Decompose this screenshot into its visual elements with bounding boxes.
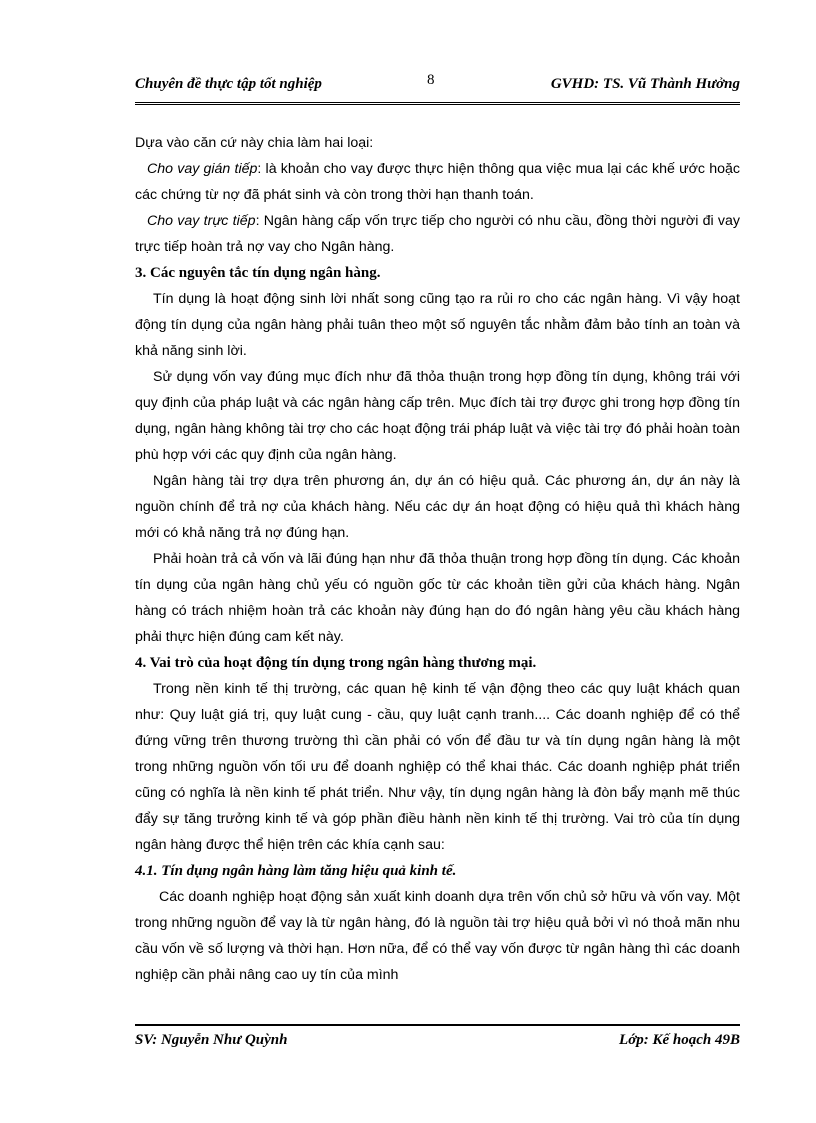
paragraph: Phải hoàn trả cả vốn và lãi đúng hạn như đã thỏa thuận trong hợp đồng tín dụng. Các khoản tín dụng của ngân hàng chủ yếu có nguồn gốc từ các khoản tiền gửi của khách hàng. Ngân hàng có trách nhiệm hoàn trả các khoản này đúng hạn do đó ngân hàng yêu cầu khách hàng phải thực hiện đúng cam kết này. [135, 551, 740, 645]
subsection-heading-4-1: 4.1. Tín dụng ngân hàng làm tăng hiệu quả kinh tế. [135, 863, 457, 879]
paragraph: Ngân hàng tài trợ dựa trên phương án, dự án có hiệu quả. Các phương án, dự án này là nguồn chính để trả nợ của khách hàng. Nếu các dự án hoạt động có hiệu quả thì khách hàng mới có khả năng trả nợ đúng hạn. [135, 473, 740, 541]
section-heading-4: 4. Vai trò của hoạt động tín dụng trong ngân hàng thương mại. [135, 655, 537, 671]
paragraph: Sử dụng vốn vay đúng mục đích như đã thỏa thuận trong hợp đồng tín dụng, không trái với quy định của pháp luật và các ngân hàng cấp trên. Mục đích tài trợ được ghi trong hợp đồng tín dụng, ngân hàng không tài trợ cho các hoạt động trái pháp luật và việc tài trợ đó phải hoàn toàn phù hợp với các quy định của ngân hàng. [135, 369, 740, 463]
section-heading-3: 3. Các nguyên tắc tín dụng ngân hàng. [135, 265, 381, 281]
header-title: Chuyên đề thực tập tốt nghiệp [135, 76, 322, 92]
header-advisor: GVHD: TS. Vũ Thành Hưởng [550, 76, 740, 92]
page-footer [135, 1024, 740, 1056]
footer-class: Lớp: Kế hoạch 49B [619, 1032, 740, 1048]
term-definition: : là khoản cho vay được thực hiện thông qua việc mua lại các khế ước hoặc các chứng từ nợ đã phát sinh và còn trong thời hạn thanh toán. [135, 161, 740, 203]
term-indirect-loan: Cho vay gián tiếp [147, 161, 258, 177]
term-definition: : Ngân hàng cấp vốn trực tiếp cho người có nhu cầu, đồng thời người đi vay trực tiếp hoàn trả nợ vay cho Ngân hàng. [135, 213, 741, 255]
term-direct-loan: Cho vay trực tiếp [147, 213, 256, 229]
paragraph: Các doanh nghiệp hoạt động sản xuất kinh doanh dựa trên vốn chủ sở hữu và vốn vay. Một trong những nguồn để vay là từ ngân hàng, đó là nguồn tài trợ hiệu quả bởi vì nó thoả mãn nhu cầu vốn về số lượng và thời hạn. Hơn nữa, để có thể vay vốn được từ ngân hàng thì các doanh nghiệp cần phải nâng cao uy tín của mình [135, 889, 740, 983]
page-number: 8 [427, 72, 435, 88]
paragraph-indirect-loan [135, 156, 740, 208]
paragraph: Tín dụng là hoạt động sinh lời nhất song cũng tạo ra rủi ro cho các ngân hàng. Vì vậy hoạt động tín dụng của ngân hàng phải tuân theo một số nguyên tắc nhằm đảm bảo tính an toàn và khả năng sinh lời. [135, 291, 740, 359]
paragraph-direct-loan [135, 208, 740, 260]
paragraph: Trong nền kinh tế thị trường, các quan hệ kinh tế vận động theo các quy luật khách quan như: Quy luật giá trị, quy luật cung - cầu, quy luật cạnh tranh.... Các doanh nghiệp để có thể đứng vững trên thương trường thì cần phải có vốn để đầu tư và tín dụng ngân hàng là một trong những nguồn vốn tối ưu để doanh nghiệp có thể khai thác. Các doanh nghiệp phát triển cũng có nghĩa là nền kinh tế phát triển. Như vậy, tín dụng ngân hàng là đòn bẩy mạnh mẽ thúc đẩy sự tăng trưởng kinh tế và góp phần điều hành nền kinh tế thị trường. Vai trò của tín dụng ngân hàng được thể hiện trên các khía cạnh sau: [135, 681, 740, 853]
page-body [135, 130, 740, 988]
paragraph: Dựa vào căn cứ này chia làm hai loại: [135, 135, 374, 151]
footer-student: SV: Nguyễn Như Quỳnh [135, 1032, 288, 1048]
page-header [135, 72, 740, 105]
